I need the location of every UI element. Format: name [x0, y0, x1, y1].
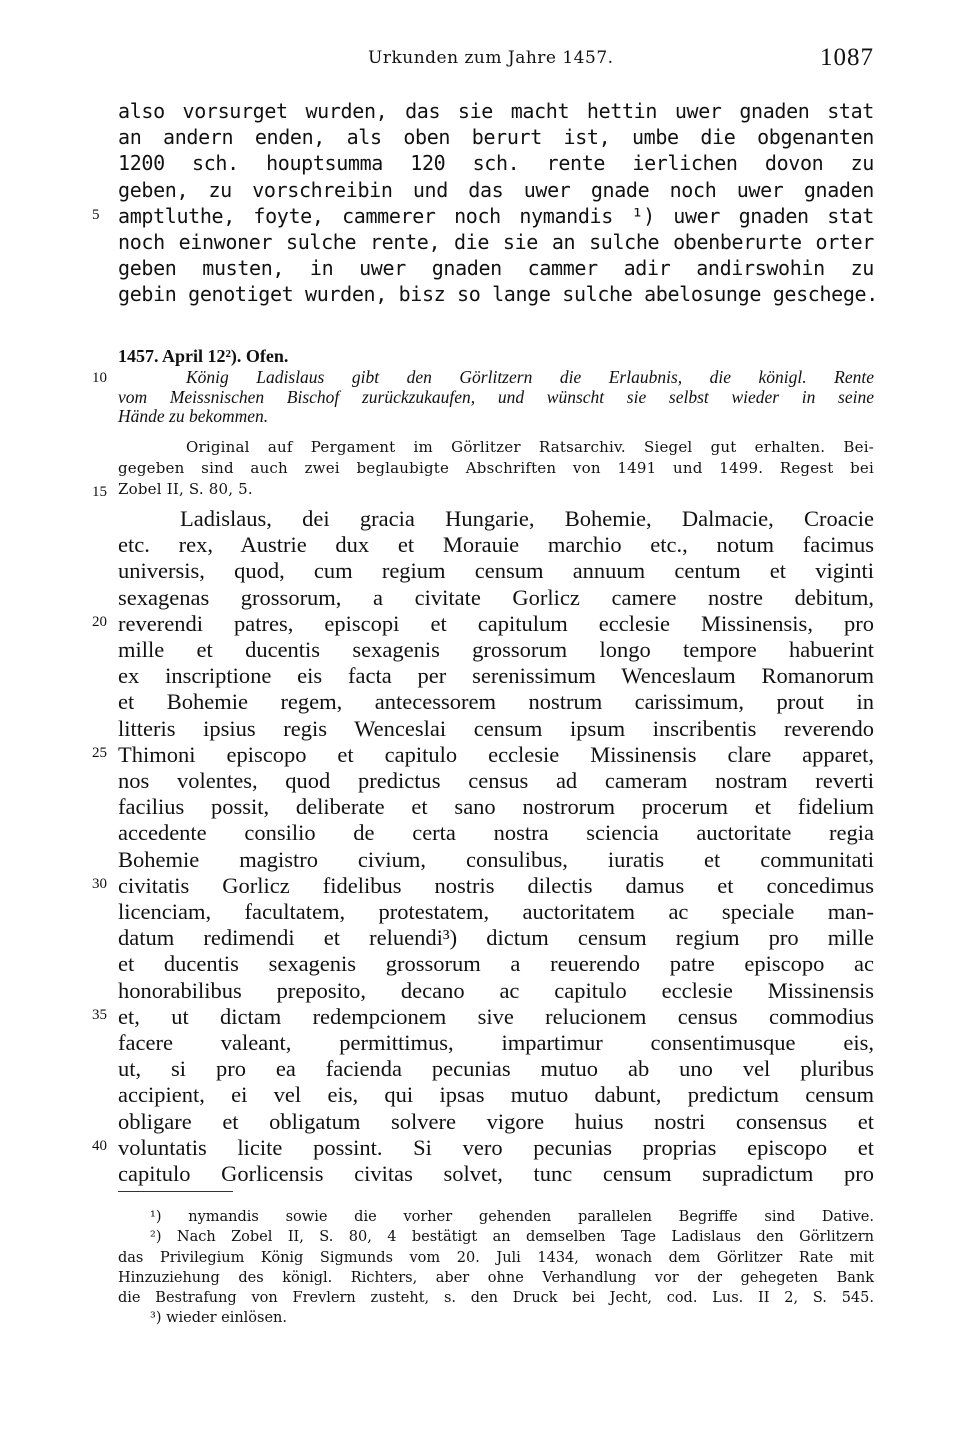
text-line: et ducentis sexagenis grossorum a reuerendo patre episcopo ac: [118, 951, 874, 977]
text-line: Ladislaus, dei gracia Hungarie, Bohemie, Dalmacie, Croacie: [180, 506, 874, 531]
text-line: geben musten, in uwer gnaden cammer adir andirswohin zu: [118, 256, 874, 281]
text-line: datum redimendi et reluendi³) dictum censum regium pro mille: [118, 925, 874, 951]
text-line: mille et ducentis sexagenis grossorum longo tempore habuerint: [118, 637, 874, 663]
source-note: [118, 437, 874, 500]
footnote: ³) wieder einlösen.: [150, 1310, 288, 1327]
footnote-divider: [118, 1191, 233, 1192]
text-line: ut, si pro ea facienda pecunias mutuo ab uno vel pluribus: [118, 1056, 874, 1082]
text-line: noch einwoner sulche rente, die sie an sulche obenberurte orter: [118, 230, 874, 255]
footnote-continuation: das Privilegium König Sigmunds vom 20. Juli 1434, wonach dem Görlitzer Rate mit: [118, 1249, 874, 1266]
german-letter-text: [118, 98, 878, 308]
text-line: et, ut dictam redempcionem sive relucionem census commodius: [118, 1003, 874, 1029]
text-line: honorabilibus preposito, decano ac capitulo ecclesie Missinensis: [118, 977, 874, 1003]
regest-line: König Ladislaus gibt den Görlitzern die Erlaubnis, die königl. Rente: [186, 367, 874, 387]
latin-charter-text: [118, 506, 874, 1187]
footnote-continuation: Hinzuziehung des königl. Richters, aber ohne Verhandlung vor der gehegeten Bank: [118, 1269, 874, 1286]
footnotes: [118, 1207, 874, 1329]
source-line: gegeben sind auch zwei beglaubigte Abschriften von 1491 und 1499. Regest bei: [118, 459, 874, 477]
source-line: Original auf Pergament im Görlitzer Ratsarchiv. Siegel gut erhalten. Bei-: [186, 438, 874, 456]
text-line: accipient, ei vel eis, qui ipsas mutuo dabunt, predictum censum: [118, 1082, 874, 1108]
text-line: ex inscriptione eis facta per serenissimum Wenceslaum Romanorum: [118, 663, 874, 689]
text-line: universis, quod, cum regium censum annuum centum et viginti: [118, 558, 874, 584]
line-number: 10: [92, 370, 107, 386]
line-number: 30: [92, 876, 107, 892]
line-number: 5: [92, 207, 100, 223]
source-line: Zobel II, S. 80, 5.: [118, 480, 253, 498]
footnote: ²) Nach Zobel II, S. 80, 4 bestätigt an demselben Tage Ladislaus den Görlitzern: [150, 1229, 874, 1246]
text-line: facere valeant, permittimus, impartimur consentimusque eis,: [118, 1030, 874, 1056]
footnote-continuation: die Bestrafung von Frevlern zusteht, s. den Druck bei Jecht, cod. Lus. II 2, S. 545.: [118, 1290, 874, 1307]
line-number: 25: [92, 745, 107, 761]
document-dateline: 1457. April 12²). Ofen.: [118, 346, 289, 366]
text-line: an andern enden, als oben berurt ist, umbe die obgenanten: [118, 125, 874, 150]
text-line: also vorsurget wurden, das sie macht hettin uwer gnaden stat: [118, 99, 874, 123]
text-line: accedente consilio de certa nostra sciencia auctoritate regia: [118, 820, 874, 846]
page-number: 1087: [820, 44, 874, 71]
line-number: 20: [92, 614, 107, 630]
text-line: obligare et obligatum solvere vigore huius nostri consensus et: [118, 1108, 874, 1134]
text-line: etc. rex, Austrie dux et Morauie marchio etc., notum facimus: [118, 532, 874, 558]
text-line: geben, zu vorschreibin und das uwer gnade noch uwer gnaden: [118, 177, 874, 202]
running-header: Urkunden zum Jahre 1457.: [368, 48, 614, 68]
regest-line: vom Meissnischen Bischof zurückzukaufen, und wünscht sie selbst wieder in seine: [118, 386, 874, 407]
text-line: civitatis Gorlicz fidelibus nostris dilectis damus et concedimus: [118, 872, 874, 898]
text-line: gebin genotiget wurden, bisz so lange sulche abelosunge geschege.: [118, 282, 878, 307]
text-line: Bohemie magistro civium, consulibus, iuratis et communitati: [118, 846, 874, 872]
text-line: 1200 sch. houptsumma 120 sch. rente ierlichen dovon zu: [118, 151, 874, 176]
text-line: capitulo Gorlicensis civitas solvet, tunc censum supradictum pro: [118, 1161, 874, 1187]
line-number: 15: [92, 484, 107, 500]
text-line: nos volentes, quod predictus census ad cameram nostram reverti: [118, 768, 874, 794]
text-line: voluntatis licite possint. Si vero pecunias proprias episcopo et: [118, 1134, 874, 1160]
text-line: reverendi patres, episcopi et capitulum ecclesie Missinensis, pro: [118, 610, 874, 636]
text-line: litteris ipsius regis Wenceslai censum ipsum inscribentis reverendo: [118, 715, 874, 741]
text-line: licenciam, facultatem, protestatem, auctoritatem ac speciale man-: [118, 899, 874, 925]
text-line: Thimoni episcopo et capitulo ecclesie Missinensis clare apparet,: [118, 741, 874, 767]
regest-summary: [118, 368, 874, 427]
line-number: 35: [92, 1007, 107, 1023]
line-number: 40: [92, 1138, 107, 1154]
text-line: et Bohemie regem, antecessorem nostrum carissimum, prout in: [118, 689, 874, 715]
text-line: amptluthe, foyte, cammerer noch nymandis ¹) uwer gnaden stat: [118, 203, 874, 228]
text-line: facilius possit, deliberate et sano nostrorum procerum et fidelium: [118, 794, 874, 820]
regest-line: Hände zu bekommen.: [118, 406, 269, 426]
text-line: sexagenas grossorum, a civitate Gorlicz camere nostre debitum,: [118, 584, 874, 610]
footnote: ¹) nymandis sowie die vorher gehenden parallelen Begriffe sind Dative.: [150, 1209, 874, 1225]
